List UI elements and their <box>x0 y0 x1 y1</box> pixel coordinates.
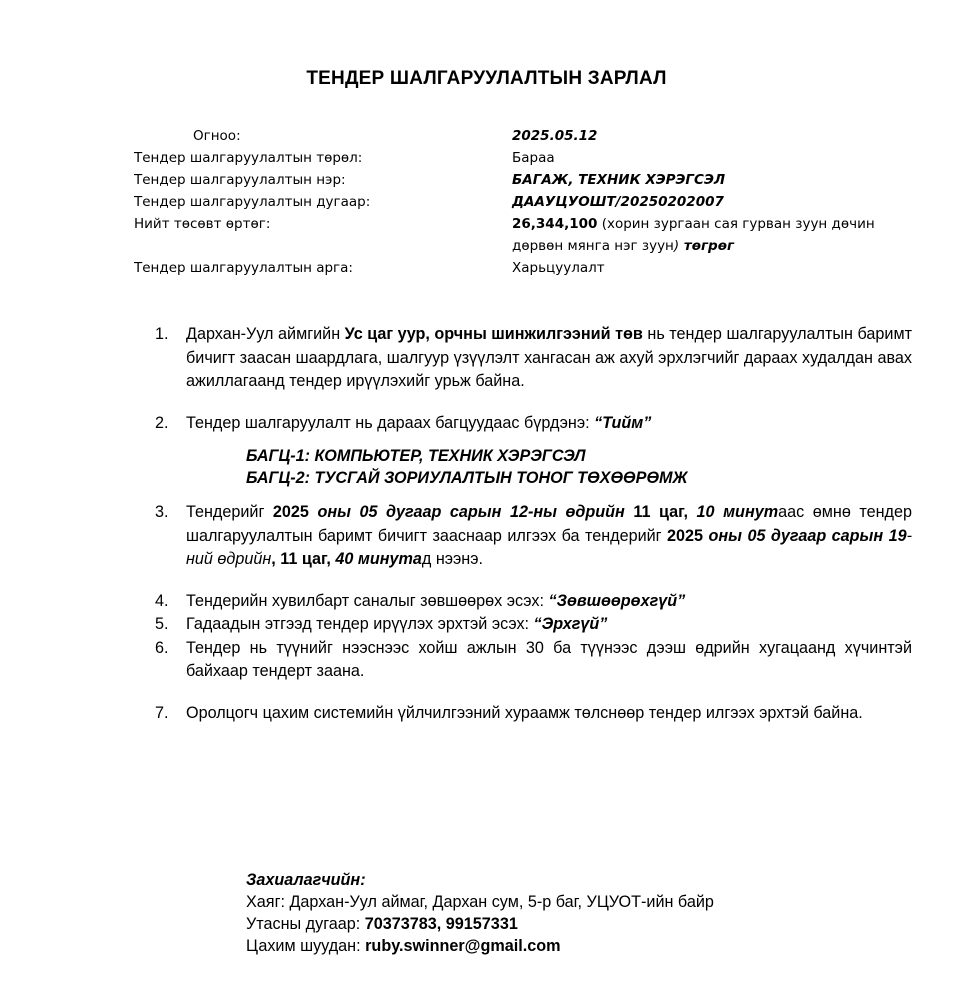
list-item-5 <box>155 613 912 637</box>
name-value: БАГАЖ, ТЕХНИК ХЭРЭГСЭЛ <box>512 172 726 188</box>
method-label: Тендер шалгаруулалтын арга: <box>134 260 353 276</box>
date-label: Огноо: <box>193 128 241 144</box>
item-text: 2025 <box>667 526 704 545</box>
info-row-number <box>0 191 973 213</box>
contact-phone <box>246 913 714 935</box>
item-text: оны 05 дугаар сарын 19 <box>703 526 907 545</box>
item-text: , 11 цаг, <box>271 550 336 568</box>
item-text: Тендер шалгаруулалт нь дараах багцуудаас бүрдэнэ: <box>186 413 595 432</box>
answer-value: “Зөвшөөрөхгүй” <box>548 591 686 610</box>
list-item-1 <box>155 323 912 394</box>
phone-label: Утасны дугаар: <box>246 915 365 933</box>
list-item-6 <box>155 637 912 684</box>
info-row-type <box>0 147 973 169</box>
list-item-3 <box>155 501 913 572</box>
item-text: оны 05 дугаар сарын 12-ны өдрийн <box>308 503 625 521</box>
type-label: Тендер шалгаруулалтын төрөл: <box>134 150 363 166</box>
lot-list <box>246 445 973 489</box>
list-number: 4. <box>155 591 169 610</box>
organization-name: Ус цаг уур, орчны шинжилгээний төв <box>344 325 643 343</box>
tender-conditions-list <box>0 323 973 725</box>
type-value: Бараа <box>512 150 555 166</box>
list-number: 3. <box>155 503 169 521</box>
item-text: 2025 <box>272 503 309 521</box>
budget-amount: 26,344,100 <box>512 216 598 232</box>
list-item-7 <box>155 702 912 726</box>
list-number: 6. <box>155 638 169 657</box>
answer-value: “Эрхгүй” <box>533 615 608 633</box>
budget-value <box>512 213 917 257</box>
list-number: 1. <box>155 325 169 343</box>
list-number: 2. <box>155 413 169 432</box>
tender-info-table <box>0 125 973 279</box>
customer-contact <box>246 869 714 957</box>
page-title: ТЕНДЕР ШАЛГАРУУЛАЛТЫН ЗАРЛАЛ <box>306 68 667 89</box>
info-row-date <box>0 125 973 147</box>
email-label: Цахим шуудан: <box>246 937 366 955</box>
item-text: 40 минута <box>335 550 422 568</box>
lot-2: БАГЦ-2: ТУСГАЙ ЗОРИУЛАЛТЫН ТОНОГ ТӨХӨӨРӨМЖ <box>246 469 688 487</box>
item-text: аас өмнө тендер шалгаруулалтын баримт бичигт зааснаар илгээх ба тендерийг <box>186 503 913 545</box>
item-text: Тендерийг <box>186 503 273 521</box>
info-row-name <box>0 169 973 191</box>
lot-1: БАГЦ-1: КОМПЬЮТЕР, ТЕХНИК ХЭРЭГСЭЛ <box>246 447 586 465</box>
item-text: Оролцогч цахим системийн үйлчилгээний хураамж төлснөөр тендер илгээх эрхтэй байна. <box>186 703 863 722</box>
item-text: 10 минут <box>696 503 779 521</box>
item-text: 11 цаг, <box>624 503 697 521</box>
method-value: Харьцуулалт <box>512 260 605 276</box>
info-row-budget <box>0 213 973 257</box>
item-text: Тендер нь түүнийг нээснээс хойш ажлын 30 ба түүнээс дээш өдрийн хугацаанд хүчинтэй байхаар тендерт заана. <box>186 638 912 680</box>
list-item-2 <box>155 412 912 436</box>
item-text: д нээнэ. <box>421 550 484 568</box>
budget-currency: төгрөг <box>679 238 735 254</box>
item-text: нь тендер шалгаруулалтын баримт бичигт заасан шаардлага, шалгуур үзүүлэлт хангасан аж ахуй эрхлэгчийг дараах худалдан авах ажиллагаанд тендер ирүүлэхийг урьж байна. <box>186 325 912 390</box>
number-value: ДААУЦУОШТ/20250202007 <box>512 194 724 210</box>
email-value: ruby.swinner@gmail.com <box>365 937 561 955</box>
name-label: Тендер шалгаруулалтын нэр: <box>134 172 346 188</box>
item-text: Тендерийн хувилбарт саналыг зөвшөөрөх эсэх: <box>186 591 549 610</box>
contact-address: Хаяг: Дархан-Уул аймаг, Дархан сум, 5-р баг, УЦУОТ-ийн байр <box>246 893 714 911</box>
answer-value: “Тийм” <box>594 413 652 432</box>
phone-value: 70373783, 99157331 <box>364 915 518 933</box>
item-text: Гадаадын этгээд тендер ирүүлэх эрхтэй эсэх: <box>186 615 534 633</box>
number-label: Тендер шалгаруулалтын дугаар: <box>134 194 371 210</box>
budget-words: (хорин зургаан сая гурван зуун дөчин дөрвөн мянга нэг зуун <box>512 216 875 254</box>
item-text: Дархан-Уул аймгийн <box>186 325 345 343</box>
budget-close: ) <box>673 238 680 254</box>
contact-heading: Захиалагчийн: <box>246 871 366 889</box>
date-value: 2025.05.12 <box>512 128 598 144</box>
list-item-4 <box>155 590 912 614</box>
info-row-method <box>0 257 973 279</box>
list-number: 5. <box>155 615 169 633</box>
contact-email <box>246 935 714 957</box>
list-number: 7. <box>155 703 169 722</box>
budget-label: Нийт төсөвт өртөг: <box>134 216 271 232</box>
item-text: -ний өдрийн <box>186 526 912 568</box>
